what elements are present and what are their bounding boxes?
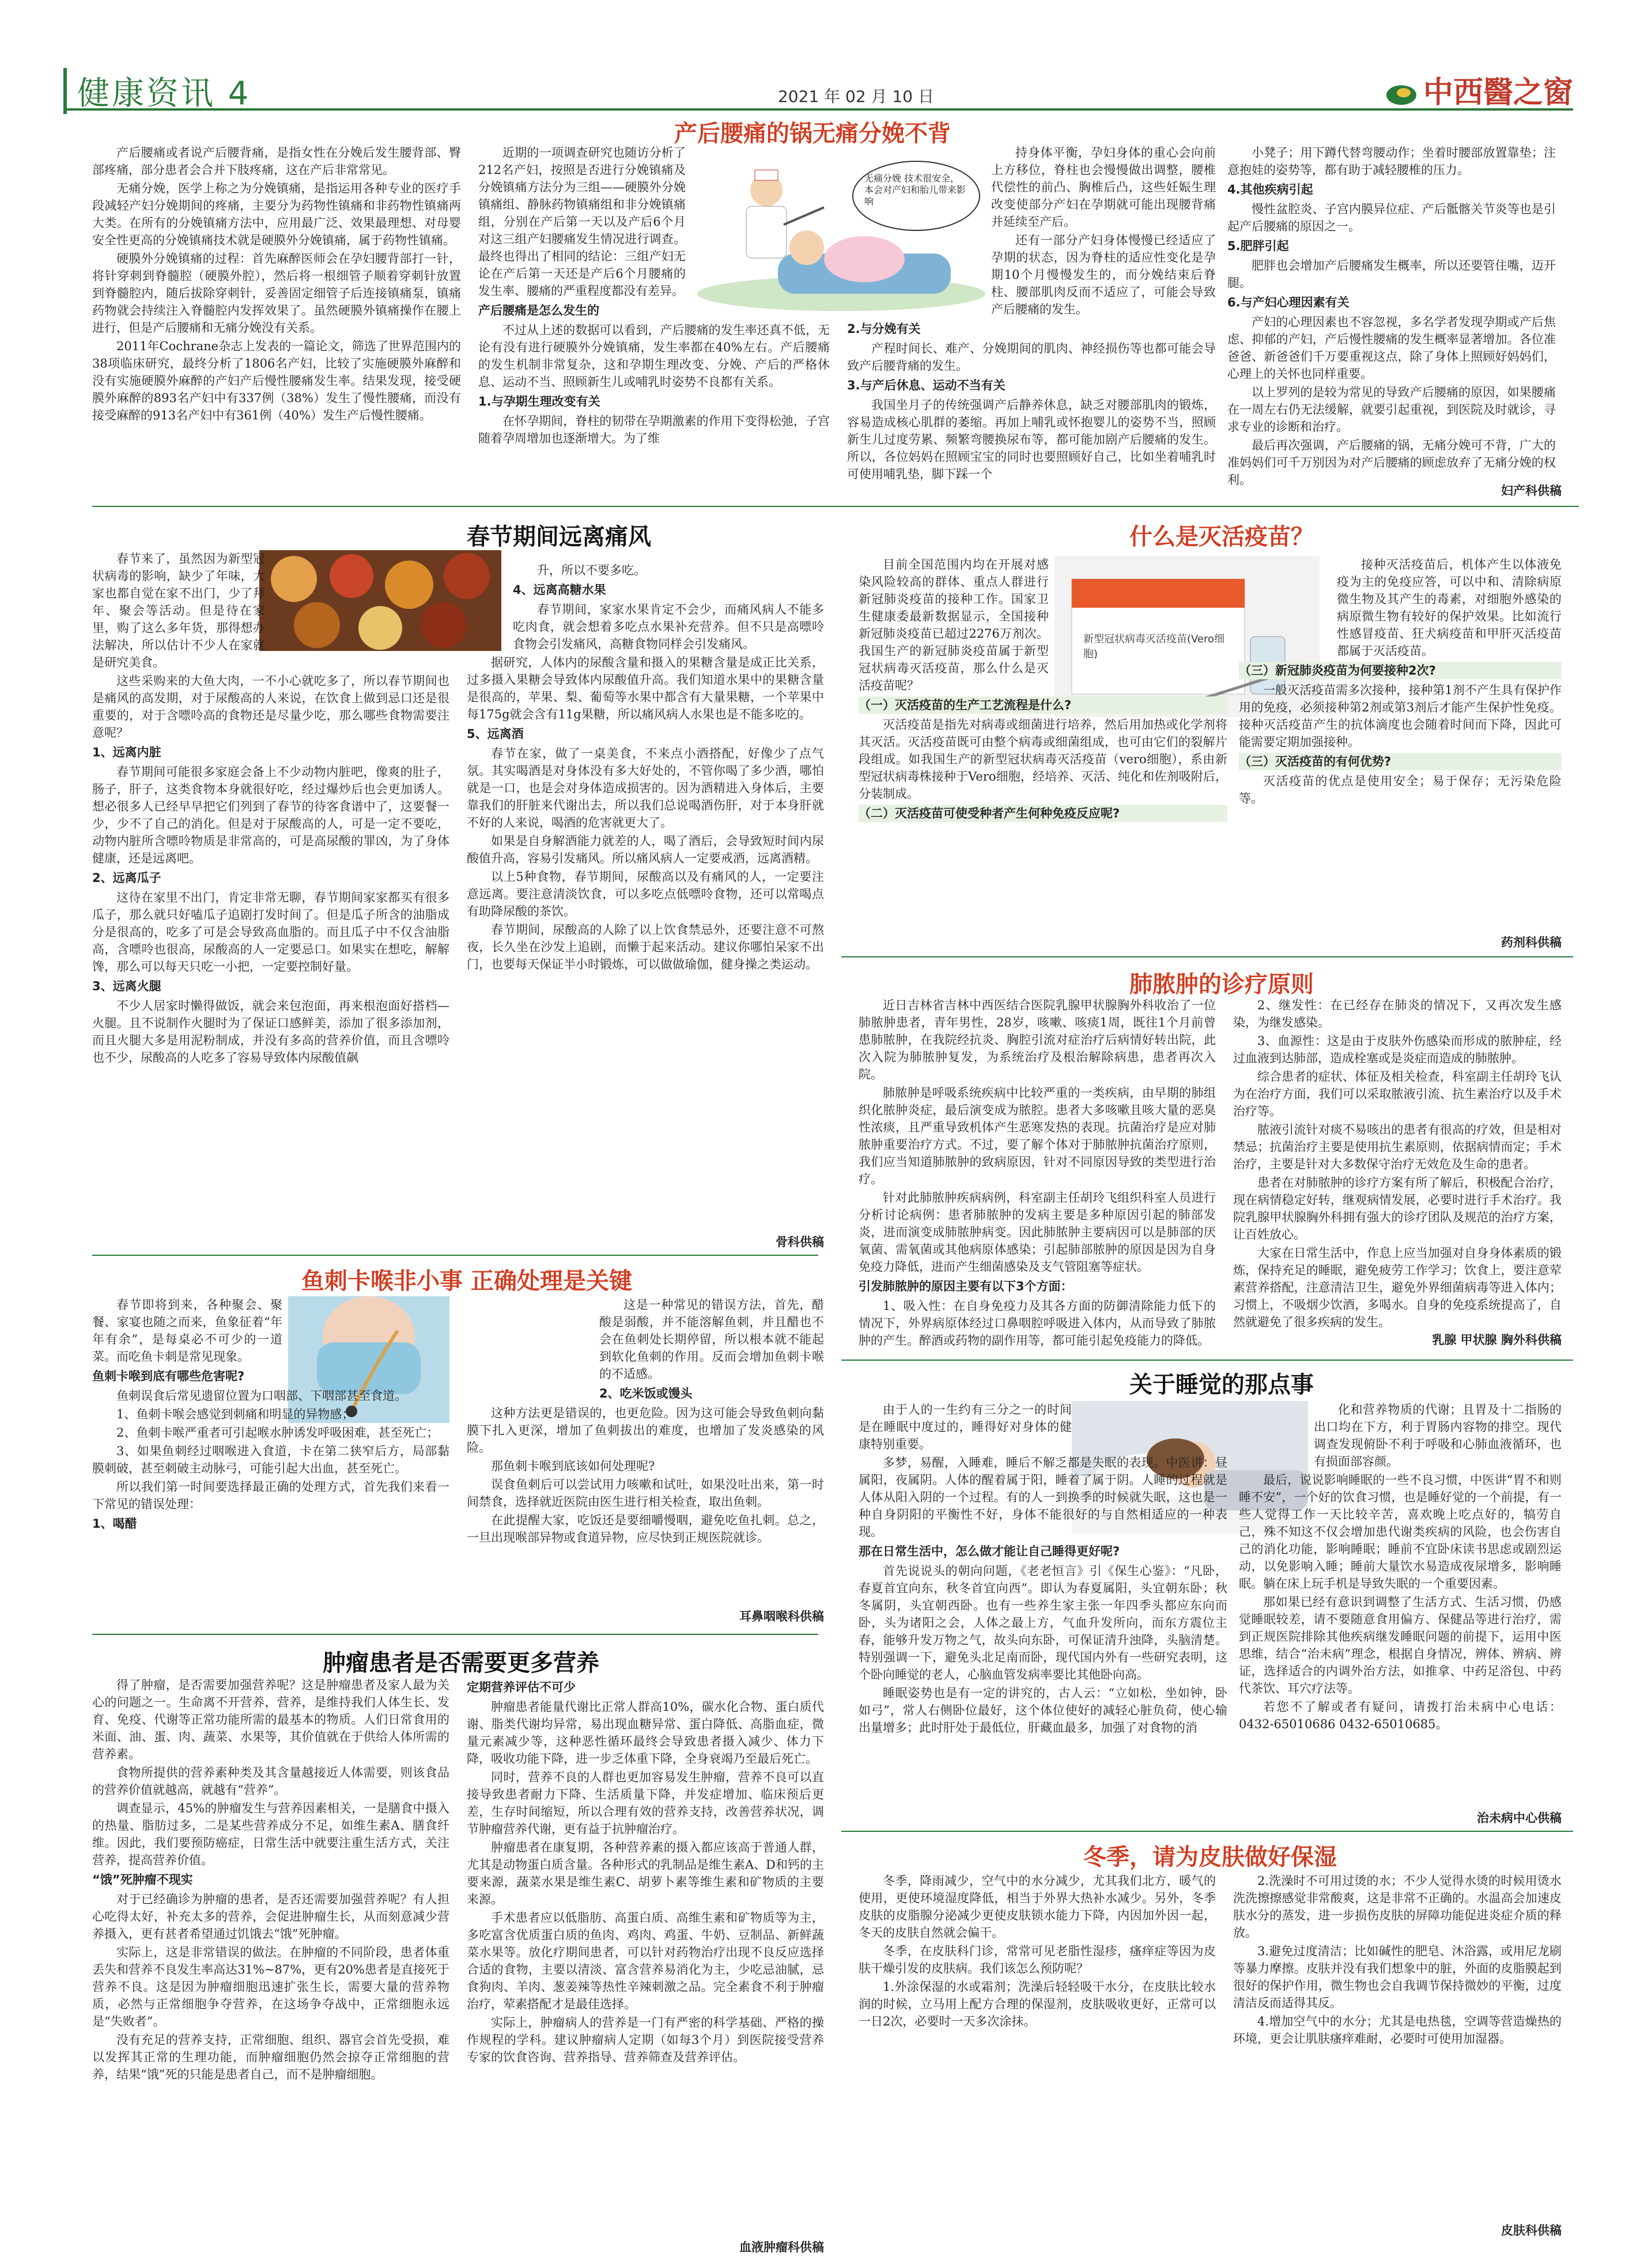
subheading: “饿”死肿瘤不现实 [92, 1873, 193, 1887]
paragraph: 这种方法更是错误的，也更危险。因为这可能会导致鱼刺向黏膜下扎入更深，增加了鱼刺拔出的难度，也增加了发炎感染的风险。 [467, 1406, 824, 1455]
paragraph: 冬季，降雨减少，空气中的水分减少，尤其我们北方，暖气的使用，更使环境湿度降低，相当于外界大热补水减少。另外，冬季皮肤的皮脂腺分泌减少更使皮肤锁水能力下降，内因加外因一起，冬天的皮肤自然就会偏干。 [859, 1874, 1216, 1940]
divider [92, 1634, 818, 1635]
article-source: 妇产科供稿 [1501, 484, 1562, 498]
paragraph: 对于已经确诊为肿瘤的患者，是否还需要加强营养呢？有人担心吃得太好，补充太多的营养，会促进肿瘤生长，从而刻意减少营养摄入，更有甚者希望通过饥饿去“饿”死肿瘤。 [92, 1892, 449, 1941]
article-title: 春节期间远离痛风 [467, 524, 651, 550]
speech-balloon: 无痛分娩 技术很安全，本会对产妇和胎儿带来影响 [864, 173, 966, 207]
article-column-1 [859, 1872, 1216, 2252]
article-column-2 [467, 1296, 824, 1607]
paragraph: 据研究，人体内的尿酸含量和摄入的果糖含量是成正比关系，过多摄入果糖会导致体内尿酸值升高。我们知道水果中的果糖含量是很高的，苹果、梨、葡萄等水果中都含有大量果糖，一个苹果中每175g就会含有11g果糖，所以痛风病人水果也是不能多吃的。 [467, 656, 824, 721]
paragraph: 不少人居家时懒得做饭，就会来包泡面，再来根泡面好搭档—火腿。且不说制作火腿时为了保证口感鲜美，添加了很多添加剂，而且火腿大多是用泥粉制成，并没有多高的营养价值，而且含嘌呤也不少，尿酸高的人吃多了容易导致体内尿酸值飙 [92, 999, 449, 1065]
subheading: 那在日常生活中，怎么做才能让自己睡得更好呢? [859, 1544, 1120, 1558]
subheading: （二）灭活疫苗可使受种者产生何种免疫反应呢? [859, 805, 1227, 822]
paragraph: 硬膜外分娩镇痛的过程：首先麻醉医师会在孕妇腰背部打一针，将针穿刺到脊髓腔（硬膜外腔），然后将一根细管子顺着穿刺针放置到脊髓腔内，随后拔除穿刺针，妥善固定细管子后连接镇痛泵，镇痛药物就会持续注入脊髓腔内发挥效果了。虽然硬膜外镇痛操作在腰上进行，但是产后腰痛和无痛分娩没有关系。 [92, 252, 461, 335]
paragraph: 4.增加空气中的水分；尤其是电热毯，空调等营造燥热的环境，更会让肌肤瘙痒难耐，必要时可使用加湿器。 [1233, 2015, 1562, 2046]
article-title: 鱼刺卡喉非小事 正确处理是关键 [301, 1268, 632, 1294]
paragraph: 肿瘤患者在康复期，各种营养素的摄入都应该高于普通人群，尤其是动物蛋白质含量。各种形式的乳制品是维生素A、D和钙的主要来源，蔬菜水果是维生素C、胡萝卜素等维生素和矿物质的主要来源。 [467, 1841, 824, 1906]
paragraph: 以上罗列的是较为常见的导致产后腰痛的原因，如果腰痛在一周左右仍无法缓解，就要引起重视，到医院及时就诊，寻求专业的诊断和治疗。 [1227, 385, 1556, 434]
article-column-1 [92, 144, 461, 495]
subheading: 定期营养评估不可少 [467, 1680, 576, 1694]
paragraph: 产程时间长、难产、分娩期间的肌肉、神经损伤等也都可能会导致产后腰背痛的发生。 [847, 342, 1216, 373]
article-title: 产后腰痛的锅无痛分娩不背 [674, 120, 951, 147]
article-source: 骨科供稿 [776, 1235, 824, 1249]
logo-icon [1385, 84, 1417, 107]
paragraph: 肺脓肿是呼吸系统疾病中比较严重的一类疾病，由早期的肺组织化脓肿炎症，最后演变成为脓腔。患者大多咳嗽且咳大量的恶臭性浓痰，且严重导致机体产生恶寒发热的表现。抗菌治疗是应对肺脓肿重要治疗方式。不过，要了解个体对于肺脓肿抗菌治疗原则，我们应当知道肺脓肿的致病原因，针对不同原因导致的类型进行治疗。 [859, 1086, 1216, 1186]
paragraph: 综合患者的症状、体征及相关检查，科室副主任胡玲飞认为在治疗方面，我们可以采取脓液引流、抗生素治疗以及手术治疗等。 [1233, 1070, 1562, 1118]
paragraph: 食物所提供的营养素种类及其含量越接近人体需要，则该食品的营养价值就越高，就越有“营养”。 [92, 1766, 449, 1797]
paragraph: 2、鱼刺卡喉严重者可引起喉水肿诱发呼吸困难，甚至死亡； [116, 1426, 439, 1440]
paragraph: 还有一部分产妇身体慢慢已经适应了孕期的状态，因为脊柱的适应性变化是孕期10个月慢慢发生的，而分娩结束后脊柱、腰部肌肉反而不适应了，可能会导致产后腰痛的发生。 [991, 233, 1216, 316]
paragraph: 1、鱼刺卡喉会感觉到刺痛和明显的异物感； [116, 1407, 354, 1421]
issue-date: 2021 年 02 月 10 日 [778, 87, 935, 106]
subheading: 3、远离火腿 [92, 979, 161, 993]
subheading: 2、远离瓜子 [92, 871, 161, 885]
paragraph: 若您不了解或者有疑问，请拨打治未病中心电话：0432-65010686 0432-65010685。 [1239, 1700, 1562, 1731]
subheading: 3.与产后休息、运动不当有关 [847, 378, 1005, 392]
paragraph: 2011年Cochrane杂志上发表的一篇论文，筛选了世界范围内的38项临床研究，最终分析了1806名产妇，比较了实施硬膜外麻醉和没有实施硬膜外麻醉的产妇产后慢性腰痛发生率。结果发现，接受硬膜外麻醉的893名产妇中有337例（38%）发生了慢性腰痛，而没有接受麻醉的913名产妇中有361例（40%）发生产后慢性腰痛。 [92, 339, 461, 422]
subheading: 引发肺脓肿的原因主要有以下3个方面： [859, 1279, 1073, 1293]
article-title: 什么是灭活疫苗？ [1129, 524, 1314, 550]
article-gout [92, 510, 824, 1253]
paragraph: 这是一种常见的错误方法，首先，醋酸是弱酸，并不能溶解鱼刺，并且醋也不会在鱼刺处长期停留，所以根本就不能起到软化鱼刺的作用。反而会增加鱼刺卡喉的不适感。 [599, 1298, 824, 1381]
paragraph: 春节期间，家家水果肯定不会少，而痛风病人不能多吃肉食，就会想着多吃点水果补充营养。但不只是高嘌呤食物会引发痛风，高糖食物同样会引发痛风。 [513, 603, 824, 651]
paragraph: 春节期间，尿酸高的人除了以上饮食禁忌外，还要注意不可熬夜，长久坐在沙发上追剧，而懒于起来活动。建议你哪怕呆家不出门，也要每天保证半小时锻炼，可以做做瑜伽，健身操之类运动。 [467, 923, 824, 971]
vaccine-label: 新型冠状病毒灭活疫苗(Vero细胞) [1083, 633, 1225, 660]
article-column-1 [92, 1676, 449, 2229]
article-source: 治未病中心供稿 [1477, 1811, 1562, 1825]
paragraph: 升，所以不要多吃。 [537, 563, 646, 577]
paragraph: 春节期间可能很多家庭会备上不少动物内脏吧，像爽的肚子，肠子，肝子，这类食物本身就很好吃，经过爆炒后也会更加诱人。想必很多人已经早早把它们列到了春节的待客食谱中了，这要餐一少，少不了自己的消化。但是对于尿酸高的人，可是一定不要吃，动物内脏所含嘌呤物质是非常高的，可是高尿酸的罪凶，为了身体健康，还是远离吧。 [92, 765, 449, 865]
article-title: 肺脓肿的诊疗原则 [1129, 971, 1314, 998]
article-column-2 [467, 1676, 824, 2229]
divider [841, 956, 1573, 957]
article-column-1 [92, 1296, 449, 1625]
paragraph: 如果是自身解酒能力就差的人，喝了酒后，会导致短时间内尿酸值升高，容易引发痛风。所以痛风病人一定要戒酒，远离酒精。 [467, 834, 824, 865]
paragraph: 多梦，易醒，入睡难，睡后不解乏都是失眠的表现。中医讲：昼属阳，夜属阴。人体的醒着属于阳，睡着了属于阴。人睡的过程就是人体从阳入阴的一个过程。有的人一到换季的时候就失眠，这也是一种自身阴阳的平衡性不好，身体不能很好的与自然相适应的一种表现。 [859, 1456, 1227, 1539]
article-column-2 [1239, 1401, 1562, 1804]
article-column-1 [859, 1401, 1227, 1816]
paragraph: 冬季，在皮肤科门诊，常常可见老脂性湿疹，瘙痒症等因为皮肤干燥引发的皮肤病。我们该怎么预防呢？ [859, 1944, 1216, 1975]
paragraph: 在此提醒大家，吃饭还是要细嚼慢咽，避免吃鱼扎刺。总之，一旦出现喉部异物或食道异物，应尽快到正规医院就诊。 [467, 1513, 824, 1544]
subheading: 4、远离高糖水果 [513, 583, 606, 597]
article-title: 冬季，请为皮肤做好保湿 [1083, 1844, 1337, 1871]
subheading: 1.与孕期生理改变有关 [478, 395, 600, 408]
article-source: 血液肿瘤科供稿 [739, 2240, 824, 2254]
article-postpartum-back-pain [63, 115, 1573, 501]
paragraph: 不过从上述的数据可以看到，产后腰痛的发生率还真不低，无论有没有进行硬膜外分娩镇痛，发生率都在40%左右。产后腰痛的发生机制非常复杂，这和孕期生理改变、分娩、产后的严格休息、运动不当、照顾新生儿或哺乳时姿势不良都有关系。 [478, 323, 830, 389]
subheading: 2、吃米饭或馒头 [599, 1387, 693, 1400]
paragraph: 针对此肺脓肿疾病病例，科室副主任胡玲飞组织科室人员进行分析讨论病例：患者肺脓肿的发病主要是多种原因引起的肺部发炎，进而演变成肺脓肿病变。因此肺脓肿主要病因可以是肺部的厌氧菌、需氧菌或其他病原体感染；引起肺部脓肿的原因是因为自身免疫力降低，进而产生细菌感染及支气管阻塞等症状。 [859, 1191, 1216, 1274]
paragraph: 3.避免过度清洁；比如碱性的肥皂、沐浴露，或用尼龙刷等暴力摩擦。皮肤并没有我们想象中的脏，外面的皮脂膜起到很好的保护作用，微生物也会自我调节保持微妙的平衡，过度清洁反而适得其反。 [1233, 1944, 1562, 2010]
article-column-1 [92, 550, 449, 1241]
paragraph: 目前全国范围内均在开展对感染风险较高的群体、重点人群进行新冠肺炎疫苗的接种工作。国家卫生健康委最新数据显示，全国接种新冠肺炎疫苗已超过2276万剂次。我国生产的新冠肺炎疫苗属于新型冠状病毒灭活疫苗，那么什么是灭活疫苗呢？ [859, 558, 1049, 692]
paragraph: 小凳子；用下蹲代替弯腰动作；坐着时腰部放置靠垫；注意抱娃的姿势等，都有助于减轻腰椎的压力。 [1227, 146, 1556, 177]
paragraph: 鱼刺误食后常见遗留位置为口咽部、下咽部甚至食道。 [116, 1389, 407, 1403]
paragraph: 睡眠姿势也是有一定的讲究的，古人云：“立如松，坐如钟，卧如弓”，常人右侧卧位最好，这个体位使好的减轻心脏负荷，使心输出量增多；此时肝处于最低位，肝藏血最多，加强了对食物的消 [859, 1686, 1227, 1735]
divider [92, 506, 1579, 507]
paragraph: 近期的一项调查研究也随访分析了212名产妇，按照是否进行分娩镇痛及分娩镇痛方法分为三组——硬膜外分娩镇痛组、静脉药物镇痛组和非分娩镇痛组，分别在产后第一天以及产后6个月对这三组产妇腰痛发生情况进行调查。最终也得出了相同的结论：三组产妇无论在产后第一天还是产后6个月腰痛的发生率、腰痛的严重程度都没有差异。 [478, 146, 686, 298]
paragraph: 产妇的心理因素也不容忽视，多名学者发现孕期或产后焦虑、抑郁的产妇，产后慢性腰痛的发生概率显著增加。各位准爸爸、新爸爸们千万要重视这点，除了身体上照顾好妈妈们，心理上的关怀也同样重要。 [1227, 315, 1556, 381]
paragraph: 肥胖也会增加产后腰痛发生概率，所以还要管住嘴，迈开腿。 [1227, 259, 1556, 290]
section-title: 健康资讯 4 [63, 68, 251, 114]
paragraph: 实际上，肿瘤病人的营养是一门有严密的科学基础、严格的操作规程的学科。建议肿瘤病人定期（如每3个月）到医院接受营养专家的饮食咨询、营养指导、营养筛查及营养评估。 [467, 2016, 824, 2064]
paragraph: 最后再次强调，产后腰痛的锅，无痛分娩可不背，广大的准妈妈们可千万别因为对产后腰痛的顾虑放弃了无痛分娩的权利。 [1227, 438, 1556, 487]
paragraph: 大家在日常生活中，作息上应当加强对自身身体素质的锻炼，保持充足的睡眠，避免疲劳工作学习；饮食上，要注意荤素营养搭配，注意清洁卫生，避免外界细菌病毒等进入体内；习惯上，不吸烟少饮酒，多喝水。自身的免疫系统提高了，自然就避免了很多疾病的发生。 [1233, 1246, 1562, 1329]
article-vaccine [841, 510, 1579, 953]
paragraph: 没有充足的营养支持，正常细胞、组织、器官会首先受损，难以发挥其正常的生理功能，而肿瘤细胞仍然会掠夺正常细胞的营养，结果“饿”死的只能是患者自己，而不是肿瘤细胞。 [92, 2033, 449, 2081]
subheading: 产后腰痛是怎么发生的 [478, 304, 599, 317]
subheading: 2.与分娩有关 [847, 322, 921, 336]
paragraph: 2.洗澡时不可用过烫的水；不少人觉得水烫的时候用烫水洗洗擦擦感觉非常酸爽，这是非常不正确的。水温高会加速皮肤水分的蒸发，进一步损伤皮肤的屏障功能促进炎症介质的释放。 [1233, 1874, 1562, 1940]
article-column-2 [467, 562, 824, 1224]
paragraph: 手术患者应以低脂肪、高蛋白质、高维生素和矿物质等为主，多吃富含优质蛋白质的鱼肉、鸡肉、鸡蛋、牛奶、豆制品、新鲜蔬菜水果等。放化疗期间患者，可以针对药物治疗出现不良反应选择合适的食物，主要以清淡、富含营养易消化为主，少吃忌油腻，忌食狗肉、羊肉、葱姜辣等热性辛辣刺激之品。完全素食不利于肿瘤治疗，荤素搭配才是最佳选择。 [467, 1911, 824, 2011]
paragraph: 这些采购来的大鱼大肉，一不小心就吃多了，所以春节期间也是痛风的高发期，对于尿酸高的人来说，在饮食上做到忌口还是很重要的，对于含嘌呤高的食物还是尽量少吃，那么哪些食物需要注意呢？ [92, 674, 449, 740]
article-source: 药剂科供稿 [1501, 936, 1562, 949]
paragraph: 灭活疫苗是指先对病毒或细菌进行培养，然后用加热或化学剂将其灭活。灭活疫苗既可由整个病毒或细菌组成，也可由它们的裂解片段组成。如我国生产的新型冠状病毒灭活疫苗（vero细胞），系由新型冠状病毒株接种于Vero细胞，经培养、灭活、纯化和佐剂吸附后，分装制成。 [859, 718, 1227, 801]
subheading: 1、远离内脏 [92, 745, 161, 759]
article-tumor-nutrition [92, 1636, 824, 2268]
masthead-logo [1385, 68, 1573, 111]
subheading: （三）灭活疫苗的有何优势? [1239, 753, 1562, 770]
paragraph: 首先说说头的朝向问题，《老老恒言》引《保生心鉴》：“凡卧，春夏首宜向东，秋冬首宜向西”。即认为春夏属阳，头宜朝东卧；秋冬属阴，头宜朝西卧。也有一些养生家主张一年四季头都应东向而卧，头为诸阳之会，人体之最上方，气血升发所向，而东方震位主春，能够升发万物之气，故头向东卧，可保证清升浊降，头脑清楚。特别强调一下，避免头北足南而卧，现代国内外有一些研究表明，这个卧向睡觉的老人，心脑血管发病率要比其他卧向高。 [859, 1564, 1227, 1682]
paragraph: 慢性盆腔炎、子宫内膜异位症、产后骶髂关节炎等也是引起产后腰痛的原因之一。 [1227, 202, 1556, 233]
paragraph: 春节即将到来，各种聚会、聚餐、家宴也随之而来，鱼象征着“年年有余”，是每桌必不可少的一道菜。而吃鱼卡刺是常见现象。 [92, 1298, 282, 1364]
article-fish-bone [92, 1256, 824, 1630]
article-column-3 [847, 144, 1216, 495]
paragraph: 3、血源性：这是由于皮肤外伤感染而形成的脓肿症，经过血液到达肺部，造成栓塞或是炎症而造成的肺脓肿。 [1233, 1034, 1562, 1065]
article-title: 肿瘤患者是否需要更多营养 [323, 1650, 599, 1676]
paragraph: 产后腰痛或者说产后腰背痛，是指女性在分娩后发生腰背部、臀部疼痛，部分患者会合并下肢疼痛，这在产后非常常见。 [92, 146, 461, 177]
article-column-2 [1233, 1872, 1562, 2218]
paragraph: 1、吸入性：在自身免疫力及其各方面的防御清除能力低下的情况下，外界病原体经过口鼻咽腔呼吸进入体内，从而导致了肺脓肿的产生。醉酒或药物的副作用等，都可能引起免疫能力的降低。 [859, 1299, 1216, 1347]
subheading: 5.肥胖引起 [1227, 239, 1289, 253]
paragraph: 脓液引流针对痰不易咳出的患者有很高的疗效，但是相对禁忌；抗菌治疗主要是使用抗生素原则，依据病情而定；手术治疗，主要是针对大多数保守治疗无效危及生命的患者。 [1233, 1123, 1562, 1171]
paragraph: 3、如果鱼刺经过咽喉进入食道，卡在第二狭窄后方，局部黏膜刺破，甚至刺破主动脉弓，可能引起大出血，甚至死亡。 [92, 1444, 449, 1475]
subheading: 1、喝醋 [92, 1517, 137, 1531]
article-title: 关于睡觉的那点事 [1129, 1372, 1314, 1398]
paragraph: 那如果已经有意识到调整了生活方式、生活习惯，仍感觉睡眠较差，请不要随意食用偏方、保健品等进行治疗，需到正规医院排除其他疾病继发睡眠问题的前提下，运用中医思维，结合“治未病”理念，根据自身情况，辨体、辨病、辨证，选择适合的内调外治方法，如推拿、中药足浴包、中药代茶饮、耳穴疗法等。 [1239, 1595, 1562, 1695]
paragraph: 由于人的一生约有三分之一的时间是在睡眠中度过的，睡得好对身体的健康特别重要。 [859, 1403, 1072, 1451]
paragraph: 这待在家里不出门，肯定非常无聊，春节期间家家都买有很多瓜子，那么就只好嗑瓜子追剧打发时间了。但是瓜子所含的油脂成分是很高的，吃多了可是会导致高血脂的。而且瓜子中不仅含油脂高，含嘌呤也很高，尿酸高的人一定要忌口。如果实在想吃，解解馋，那么可以每天只吃一小把，一定要控制好量。 [92, 891, 449, 974]
paragraph: 化和营养物质的代谢；且胃及十二指肠的出口均在下方，利于胃肠内容物的排空。现代调查发现俯卧不利于呼吸和心肺血液循环，也有损面部容颜。 [1314, 1403, 1562, 1468]
article-sleep [841, 1361, 1579, 1827]
subheading: 鱼刺卡喉到底有哪些危害呢? [92, 1369, 245, 1383]
paragraph: 持身体平衡，孕妇身体的重心会向前上方移位，脊柱也会慢慢做出调整，腰椎代偿性的前凸、胸椎后凸，这些妊娠生理改变使部分产妇在孕期就可能出现腰背痛并延续至产后。 [991, 146, 1216, 229]
paragraph: 灭活疫苗的优点是使用安全；易于保存；无污染危险等。 [1239, 774, 1562, 805]
paragraph: 无痛分娩，医学上称之为分娩镇痛，是指运用各种专业的医疗手段减轻产妇分娩期间的疼痛，主要分为药物性镇痛和非药物性镇痛两大类。在所有的分娩镇痛方法中，应用最广泛、效果最理想、对母婴安全性更高的分娩镇痛技术就是硬膜外分娩镇痛，属于药物性镇痛。 [92, 181, 461, 247]
paragraph: 在怀孕期间，脊柱的韧带在孕期激素的作用下变得松弛，子宫随着孕周增加也逐渐增大。为了维 [478, 414, 830, 445]
paragraph: 2、继发性：在已经存在肺炎的情况下，又再次发生感染，为继发感染。 [1233, 998, 1562, 1029]
subheading: （一）灭活疫苗的生产工艺流程是什么? [859, 696, 1227, 714]
article-column-4 [1227, 144, 1556, 487]
paragraph: 误食鱼刺后可以尝试用力咳嗽和试吐，如果没吐出来，第一时间禁食，选择就近医院由医生进行相关检查，取出鱼刺。 [467, 1478, 824, 1509]
paragraph: 同时，营养不良的人群也更加容易发生肿瘤，营养不良可以直接导致患者耐力下降、生活质量下降，并发症增加、临床预后更差，生存时间缩短，所以合理有效的营养支持，改善营养状况，调节肿瘤营养代谢，更有益于抗肿瘤治疗。 [467, 1770, 824, 1836]
article-lung-abscess [841, 959, 1579, 1357]
paragraph: 我国坐月子的传统强调产后静养休息，缺乏对腰部肌肉的锻炼，容易造成核心肌群的萎缩。再加上哺乳或怀抱婴儿的姿势不当，照顾新生儿过度劳累、频繁弯腰换尿布等，都可能加剧产后腰痛的发生。所以，各位妈妈在照顾宝宝的同时也要照顾好自己，比如坐着哺乳时可使用哺乳垫，脚下踩一个 [847, 398, 1216, 481]
article-column-2 [1233, 997, 1562, 1329]
paragraph: 春节在家，做了一桌美食，不来点小酒搭配，好像少了点气氛。其实喝酒是对身体没有多大好处的，不管你喝了多少酒，哪怕就是一口，也是会对身体造成损害的。因为酒精进入身体后，主要靠我们的肝脏来代谢出去，所以我们总说喝酒伤肝，对于本身肝就不好的人来说，喝酒的危害就更大了。 [467, 747, 824, 830]
paragraph: 1.外涂保湿的水或霜剂；洗澡后轻轻吸干水分，在皮肤比较水润的时候，立马用上配方合理的保湿剂，皮肤吸收更好，正常可以一日2次，必要时一天多次涂抹。 [859, 1980, 1216, 2028]
paragraph: 春节来了，虽然因为新型冠状病毒的影响，缺少了年味，大家也都自觉在家不出门，少了拜年、聚会等活动。但是待在家里，购了这么多年货，那得想办法解决，所以估计不少人在家就是研究美食。 [92, 552, 265, 669]
page-header [63, 68, 1573, 111]
paragraph: 调查显示，45%的肿瘤发生与营养因素相关，一是膳食中摄入的热量、脂肪过多，二是某些营养成分不足，如维生素A、膳食纤维。因此，我们要预防癌症，日常生活中就要注重生活方式，关注营养，提高营养价值。 [92, 1801, 449, 1867]
subheading: 4.其他疾病引起 [1227, 183, 1313, 196]
article-source: 耳鼻咽喉科供稿 [739, 1610, 824, 1623]
article-column-1 [859, 997, 1216, 1347]
article-source: 皮肤科供稿 [1501, 2224, 1562, 2237]
article-source: 乳腺 甲状腺 胸外科供稿 [1432, 1333, 1562, 1347]
subheading: 5、远离酒 [467, 727, 524, 741]
paragraph: 近日吉林省吉林中西医结合医院乳腺甲状腺胸外科收治了一位肺脓肿患者，青年男性，28岁，咳嗽、咳痰1周，既往1个月前曾患肺脓肿，在我院经抗炎、胸腔引流对症治疗后病情好转出院，此次入院为肺脓肿复发，为系统治疗及根治解除病患，患者再次入院。 [859, 998, 1216, 1081]
paragraph: 接种灭活疫苗后，机体产生以体液免疫为主的免疫应答，可以中和、清除病原微生物及其产生的毒素，对细胞外感染的病原微生物有较好的保护效果。比如流行性感冒疫苗、狂犬病疫苗和甲肝灭活疫苗都属于灭活疫苗。 [1337, 558, 1562, 658]
paragraph: 以上5种食物，春节期间，尿酸高以及有痛风的人，一定要注意远离。要注意清淡饮食，可以多吃点低嘌呤食物，还可以常喝点有助降尿酸的茶饮。 [467, 870, 824, 918]
paragraph: 得了肿瘤，是否需要加强营养呢？这是肿瘤患者及家人最为关心的问题之一。生命离不开营养，营养，是维持我们人体生长、发育、免疫、代谢等正常功能所需的最基本的物质。人们日常食用的米面、油、蛋、肉、蔬菜、水果等，其价值就在于供给人体所需的营养素。 [92, 1678, 449, 1761]
paragraph: 实际上，这是非常错误的做法。在肿瘤的不同阶段，患者体重丢失和营养不良发生率高达31%~87%，更有20%患者是直接死于营养不良。这是因为肿瘤细胞迅速扩张生长，需要大量的营养物质，必然与正常细胞争夺营养，在这场争夺战中，正常细胞永远是“失败者”。 [92, 1945, 449, 2028]
paragraph: 患者在对肺脓肿的诊疗方案有所了解后，积极配合治疗，现在病情稳定好转，继观病情发展，必要时进行手术治疗。我院乳腺甲状腺胸外科拥有强大的诊疗团队及规范的治疗方案，让百姓放心。 [1233, 1176, 1562, 1241]
article-column-2 [1239, 556, 1562, 930]
article-column-1 [859, 556, 1227, 948]
paragraph: 一般灭活疫苗需多次接种，接种第1剂不产生具有保护作用的免疫，必须接种第2剂或第3剂后才能产生保护性免疫。接种灭活疫苗产生的抗体滴度也会随着时间而下降，因此可能需要定期加强接种。 [1239, 683, 1562, 749]
subheading: 6.与产妇心理因素有关 [1227, 296, 1350, 309]
paragraph: 那鱼刺卡喉到底该如何处理呢? [491, 1459, 655, 1473]
paragraph: 最后，说说影响睡眠的一些不良习惯，中医讲“胃不和则睡不安”，一个好的饮食习惯，也是睡好觉的一个前提，有一些人觉得工作一天比较辛苦，喜欢晚上吃点好的，犒劳自己，殊不知这不仅会增加患代谢类疾病的风险，也会伤害自己的消化功能，影响睡眠；睡前不宜卧床读书思虑或剧烈运动，以免影响入睡；睡前大量饮水易造成夜尿增多，影响睡眠。躺在床上玩手机是导致失眠的一个重要因素。 [1239, 1473, 1562, 1591]
article-skin-moisturizing [841, 1832, 1579, 2268]
logo-text: 中西醫之窗 [1423, 75, 1573, 110]
paragraph: 所以我们第一时间要选择最正确的处理方式，首先我们来看一下常见的错误处理： [92, 1480, 449, 1511]
subheading: （三）新冠肺炎疫苗为何要接种2次? [1239, 662, 1562, 679]
paragraph: 肿瘤患者能量代谢比正常人群高10%，碳水化合物、蛋白质代谢、脂类代谢均异常，易出现血糖异常、蛋白降低、高脂血症，微量元素减少等，这种恶性循环最终会导致患者摄入减少、体力下降，吸收功能下降，进一步乏体重下降，全身衰竭乃至最后死亡。 [467, 1700, 824, 1766]
